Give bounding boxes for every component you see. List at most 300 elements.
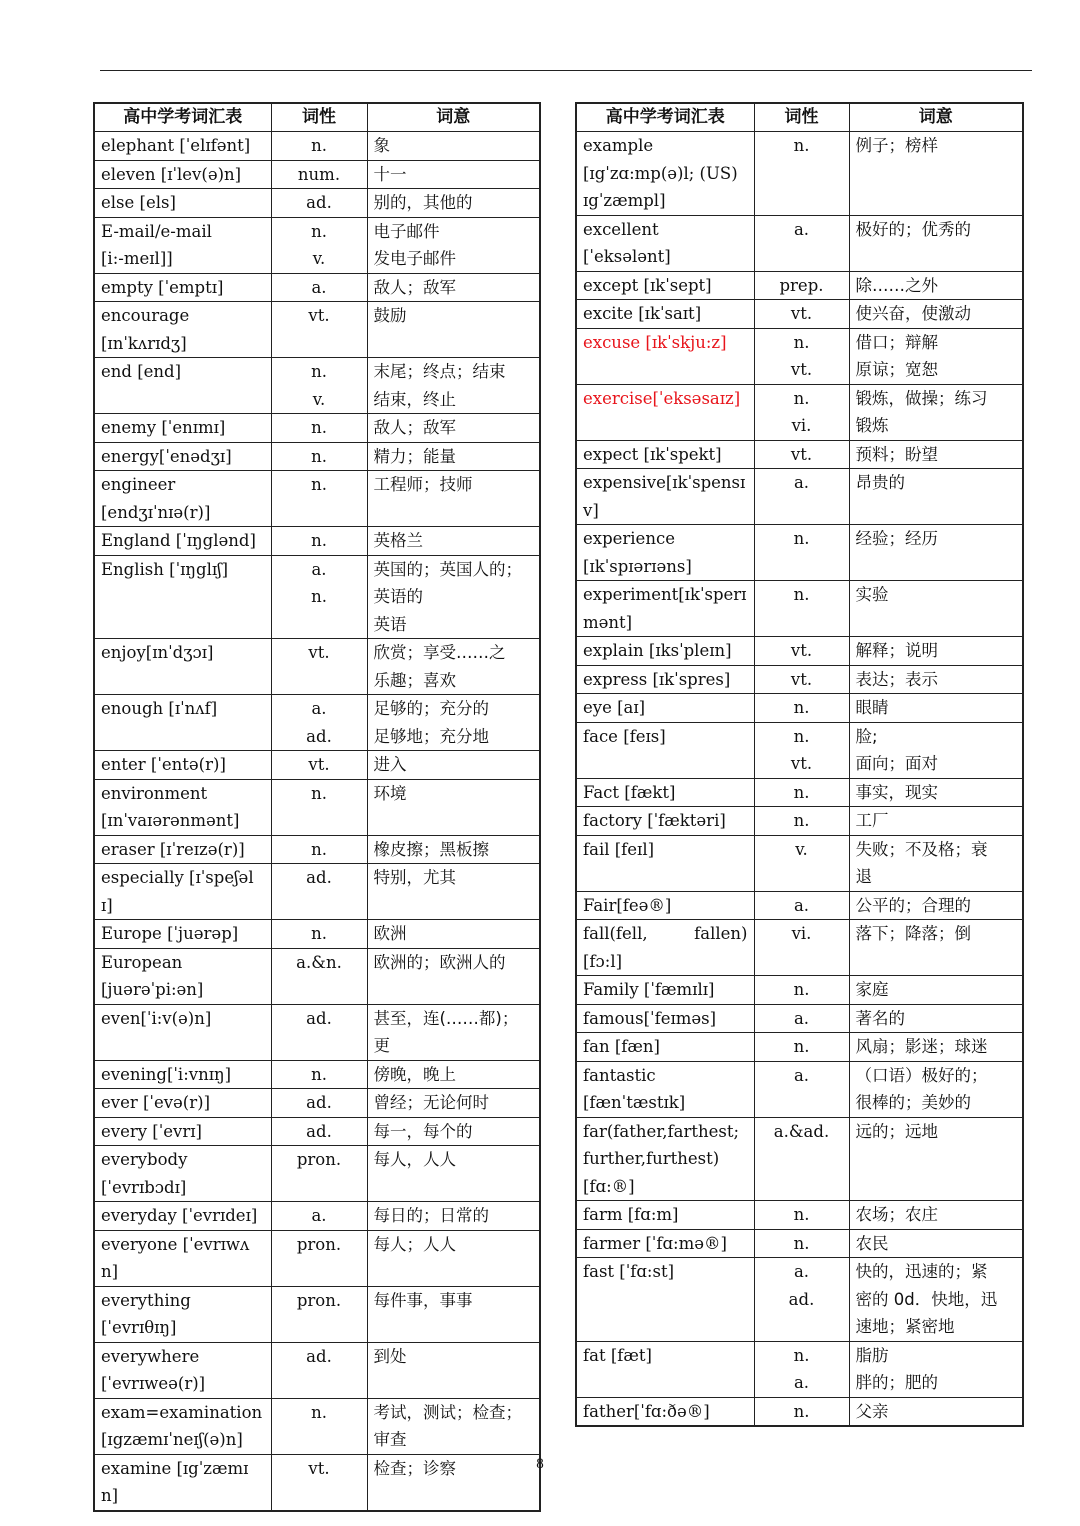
pos-cell xyxy=(271,1230,367,1286)
word-line: Europe [ˈjuərəp] xyxy=(101,924,239,943)
table-row xyxy=(94,864,540,920)
meaning-cell xyxy=(367,695,540,751)
pos-cell xyxy=(754,581,849,637)
word-line: English [ˈɪŋglɪʃ] xyxy=(101,559,229,579)
table-row xyxy=(94,1089,540,1118)
meaning-cell xyxy=(849,384,1023,440)
word-line: even[ˈi:v(ə)n] xyxy=(101,1008,212,1028)
table-row xyxy=(94,358,540,414)
table-row xyxy=(576,1117,1023,1201)
table-row xyxy=(94,273,540,302)
word-cell xyxy=(576,1117,754,1201)
pos-line: n. xyxy=(311,475,327,494)
meaning-line: 傍晚，晚上 xyxy=(373,1064,456,1084)
meaning-line: 快的，迅速的；紧 xyxy=(855,1262,988,1281)
word-cell xyxy=(576,637,754,666)
table-row xyxy=(94,639,540,695)
pos-line: n. xyxy=(311,924,327,943)
meaning-cell xyxy=(367,302,540,358)
word-cell xyxy=(576,1229,754,1258)
table-row xyxy=(576,384,1023,440)
meaning-cell xyxy=(849,920,1023,976)
meaning-cell xyxy=(367,1146,540,1202)
pos-cell xyxy=(754,1229,849,1258)
pos-line: n. xyxy=(311,531,327,550)
pos-line: n. xyxy=(311,587,327,606)
word-line: everything xyxy=(101,1290,191,1310)
meaning-cell xyxy=(367,779,540,835)
table-row xyxy=(94,1060,540,1089)
word-line: farmer [ˈfɑ:mə®] xyxy=(583,1233,727,1253)
word-cell xyxy=(94,132,271,161)
pos-line: n. xyxy=(793,980,810,999)
meaning-line: 精力；能量 xyxy=(373,446,456,466)
table-row xyxy=(94,1117,540,1146)
word-cell xyxy=(576,1397,754,1426)
table-row xyxy=(576,722,1023,778)
column-header-pos: 词性 xyxy=(271,103,367,132)
pos-line: a. xyxy=(793,1065,810,1085)
word-line: exam=examination xyxy=(101,1402,263,1422)
pos-line: n. xyxy=(311,1402,327,1422)
meaning-line: （口语）极好的； xyxy=(855,1065,988,1085)
word-cell xyxy=(576,300,754,329)
table-row xyxy=(94,527,540,556)
word-line: excuse [ɪkˈskju:z] xyxy=(583,332,727,352)
pos-line: ad. xyxy=(306,1346,332,1366)
word-cell xyxy=(94,1286,271,1342)
word-line: enjoy[ɪnˈdʒɔɪ] xyxy=(101,643,214,662)
meaning-cell xyxy=(849,525,1023,581)
pos-line: n. xyxy=(311,446,327,466)
word-cell xyxy=(94,358,271,414)
meaning-cell xyxy=(367,864,540,920)
meaning-cell xyxy=(849,1258,1023,1342)
pos-cell xyxy=(271,442,367,471)
pos-line: vt. xyxy=(308,1458,330,1478)
table-row xyxy=(576,271,1023,300)
meaning-line: 末尾；终点；结束 xyxy=(373,362,506,381)
pos-line: a.&n. xyxy=(296,952,342,972)
meaning-cell xyxy=(367,1060,540,1089)
meaning-cell xyxy=(849,1341,1023,1397)
word-cell xyxy=(576,1033,754,1062)
word-line: [ˈeksələnt] xyxy=(583,247,671,266)
meaning-line: 退 xyxy=(855,867,872,886)
pos-cell xyxy=(754,637,849,666)
word-cell xyxy=(94,1398,271,1454)
word-line: example xyxy=(583,136,654,155)
table-header-row xyxy=(576,103,1023,132)
meaning-line: 极好的；优秀的 xyxy=(855,219,971,239)
pos-line: n. xyxy=(311,1064,327,1084)
pos-cell xyxy=(271,948,367,1004)
word-line: [ˈevrɪbɔdɪ] xyxy=(101,1177,187,1197)
pos-line: a. xyxy=(793,895,810,915)
pos-cell xyxy=(754,384,849,440)
meaning-line: 敌人；敌军 xyxy=(373,277,456,297)
word-cell xyxy=(576,1061,754,1117)
table-row xyxy=(576,1004,1023,1033)
pos-cell xyxy=(754,132,849,216)
vocab-table-left xyxy=(93,102,541,1512)
table-row xyxy=(94,1342,540,1398)
meaning-line: 脸; xyxy=(855,726,878,746)
word-line: except [ɪkˈsept] xyxy=(583,275,712,295)
meaning-line: 远的；远地 xyxy=(855,1121,938,1141)
meaning-cell xyxy=(849,440,1023,469)
pos-cell xyxy=(271,471,367,527)
meaning-cell xyxy=(849,807,1023,836)
meaning-line: 发电子邮件 xyxy=(373,249,456,268)
meaning-cell xyxy=(367,217,540,273)
table-row xyxy=(94,779,540,835)
pos-cell xyxy=(754,1258,849,1342)
meaning-cell xyxy=(849,1229,1023,1258)
word-cell xyxy=(576,778,754,807)
header-rule xyxy=(100,70,1032,71)
table-row xyxy=(94,695,540,751)
table-row xyxy=(576,215,1023,271)
word-line: excellent xyxy=(583,219,659,239)
meaning-cell xyxy=(367,1004,540,1060)
meaning-line: 环境 xyxy=(373,783,407,803)
meaning-line: 密的 0d．快地，迅 xyxy=(855,1289,998,1309)
word-cell xyxy=(94,1004,271,1060)
meaning-cell xyxy=(367,1230,540,1286)
word-line: famous[ˈfeɪməs] xyxy=(583,1008,717,1028)
pos-cell xyxy=(271,1060,367,1089)
word-line: [ɪgˈzɑ:mp(ə)l; (US) xyxy=(583,163,738,183)
meaning-line: 欧洲 xyxy=(373,924,407,943)
word-line: every [ˈevrɪ] xyxy=(101,1121,202,1141)
pos-cell xyxy=(754,525,849,581)
meaning-cell xyxy=(367,1202,540,1231)
word-cell xyxy=(576,271,754,300)
word-line: face [feɪs] xyxy=(583,726,666,746)
pos-line: vt. xyxy=(790,444,813,464)
word-cell xyxy=(94,442,271,471)
table-row xyxy=(576,469,1023,525)
word-line: Family [ˈfæmɪlɪ] xyxy=(583,980,715,999)
pos-line: n. xyxy=(311,783,327,803)
pos-cell xyxy=(271,189,367,218)
word-cell xyxy=(94,835,271,864)
pos-line: ad. xyxy=(306,193,332,212)
meaning-cell xyxy=(849,976,1023,1005)
meaning-line: 鼓励 xyxy=(373,306,407,325)
pos-cell xyxy=(754,271,849,300)
word-line: fail [feɪl] xyxy=(583,839,655,859)
pos-line: n. xyxy=(311,221,327,241)
table-row xyxy=(576,525,1023,581)
word-line: E-mail/e-mail xyxy=(101,221,212,241)
word-line: [fɑ:®] xyxy=(583,1176,635,1196)
word-line: encourage xyxy=(101,306,190,325)
meaning-line: 审查 xyxy=(373,1430,407,1449)
pos-cell xyxy=(271,273,367,302)
word-line: eraser [ɪˈreɪzə(r)] xyxy=(101,839,245,859)
pos-cell xyxy=(271,751,367,780)
meaning-cell xyxy=(367,471,540,527)
word-line: especially [ɪˈspeʃəlɪ] xyxy=(101,868,254,915)
word-line: father[ˈfɑ:ðə®] xyxy=(583,1401,710,1421)
meaning-line: 原谅；宽恕 xyxy=(855,360,938,379)
column-header-pos: 词性 xyxy=(754,103,849,132)
pos-line: n. xyxy=(311,839,327,859)
meaning-line: 英语 xyxy=(373,614,407,634)
meaning-line: 足够的；充分的 xyxy=(373,699,489,718)
pos-line: n. xyxy=(793,529,810,548)
table-row xyxy=(94,920,540,949)
word-cell xyxy=(576,976,754,1005)
column-header-word: 高中学考词汇表 xyxy=(576,103,754,132)
table-row xyxy=(94,1230,540,1286)
table-row xyxy=(94,132,540,161)
pos-cell xyxy=(271,1146,367,1202)
word-cell xyxy=(94,471,271,527)
table-row xyxy=(576,920,1023,976)
meaning-line: 英语的 xyxy=(373,587,423,606)
pos-line: n. xyxy=(311,136,327,155)
meaning-line: 英格兰 xyxy=(373,531,423,550)
word-cell xyxy=(576,807,754,836)
table-row xyxy=(94,189,540,218)
word-cell xyxy=(576,581,754,637)
pos-line: vi. xyxy=(791,924,812,943)
word-cell xyxy=(94,555,271,639)
pos-line: vt. xyxy=(790,641,813,660)
word-cell xyxy=(576,722,754,778)
meaning-cell xyxy=(367,639,540,695)
word-line: everyday [ˈevrɪdeɪ] xyxy=(101,1206,258,1225)
word-cell xyxy=(576,920,754,976)
pos-line: n. xyxy=(793,1345,810,1365)
table-row xyxy=(576,1033,1023,1062)
pos-cell xyxy=(754,722,849,778)
word-line: v] xyxy=(583,500,599,520)
pos-line: n. xyxy=(793,136,810,155)
word-cell xyxy=(576,328,754,384)
pos-cell xyxy=(754,1397,849,1426)
table-row xyxy=(576,1229,1023,1258)
pos-cell xyxy=(754,665,849,694)
word-line: factory [ˈfæktəri] xyxy=(583,811,726,830)
meaning-line: 每人，人人 xyxy=(373,1150,456,1169)
word-line: everywhere xyxy=(101,1346,200,1366)
meaning-line: 曾经；无论何时 xyxy=(373,1093,489,1112)
word-cell xyxy=(94,864,271,920)
meaning-line: 考试，测试；检查； xyxy=(373,1402,522,1422)
pos-line: a. xyxy=(793,473,810,492)
meaning-line: 检查；诊察 xyxy=(373,1458,456,1478)
meaning-cell xyxy=(849,215,1023,271)
table-row xyxy=(94,751,540,780)
word-cell xyxy=(94,948,271,1004)
word-line: [ɪgzæmɪˈneɪʃ(ə)n] xyxy=(101,1430,243,1449)
meaning-line: 英国的；英国人的； xyxy=(373,559,522,579)
word-line: fat [fæt] xyxy=(583,1345,652,1365)
meaning-cell xyxy=(849,722,1023,778)
pos-cell xyxy=(271,358,367,414)
meaning-line: 每日的；日常的 xyxy=(373,1206,489,1225)
word-cell xyxy=(576,891,754,920)
word-line: European xyxy=(101,952,183,972)
table-row xyxy=(576,694,1023,723)
meaning-line: 锻炼 xyxy=(855,416,889,435)
table-row xyxy=(94,217,540,273)
pos-line: v. xyxy=(795,839,808,859)
meaning-line: 每一，每个的 xyxy=(373,1121,473,1141)
pos-line: v. xyxy=(312,249,326,268)
word-line: fall(fell, fallen) xyxy=(583,924,748,943)
word-line: exercise[ˈeksəsaɪz] xyxy=(583,388,741,408)
meaning-line: 借口；辩解 xyxy=(855,332,938,352)
meaning-line: 象 xyxy=(373,136,390,155)
word-line: enemy [ˈenɪmɪ] xyxy=(101,418,226,437)
table-row xyxy=(94,302,540,358)
word-line: [fɔ:l] xyxy=(583,951,623,971)
word-line: fantastic xyxy=(583,1065,656,1085)
word-cell xyxy=(94,1117,271,1146)
pos-line: ad. xyxy=(306,868,332,887)
pos-cell xyxy=(754,1117,849,1201)
meaning-line: 例子；榜样 xyxy=(855,136,938,155)
table-row xyxy=(94,471,540,527)
table-row xyxy=(576,1061,1023,1117)
table-row xyxy=(94,1146,540,1202)
word-cell xyxy=(576,1341,754,1397)
word-cell xyxy=(94,302,271,358)
word-line: enough [ɪˈnʌf] xyxy=(101,699,218,718)
table-row xyxy=(576,1341,1023,1397)
table-row xyxy=(94,1004,540,1060)
meaning-cell xyxy=(367,414,540,443)
word-cell xyxy=(94,414,271,443)
meaning-line: 表达；表示 xyxy=(855,669,938,689)
pos-cell xyxy=(754,1033,849,1062)
pos-cell xyxy=(754,469,849,525)
pos-cell xyxy=(754,1341,849,1397)
meaning-line: 工程师；技师 xyxy=(373,475,473,494)
meaning-cell xyxy=(849,1201,1023,1230)
meaning-line: 使兴奋，使激动 xyxy=(855,304,971,323)
pos-cell xyxy=(271,302,367,358)
meaning-cell xyxy=(367,920,540,949)
meaning-cell xyxy=(849,581,1023,637)
pos-line: a.&ad. xyxy=(773,1121,830,1141)
table-row xyxy=(94,835,540,864)
meaning-line: 甚至，连(……都)； xyxy=(373,1008,519,1028)
meaning-line: 农民 xyxy=(855,1233,889,1253)
word-line: expect [ɪkˈspekt] xyxy=(583,444,722,464)
table-row xyxy=(576,300,1023,329)
meaning-line: 每人；人人 xyxy=(373,1234,456,1254)
meaning-cell xyxy=(367,1286,540,1342)
meaning-line: 解释；说明 xyxy=(855,641,938,660)
word-line: [fænˈtæstɪk] xyxy=(583,1093,686,1112)
meaning-line: 昂贵的 xyxy=(855,473,905,492)
table-row xyxy=(576,440,1023,469)
meaning-line: 到处 xyxy=(373,1346,407,1366)
table-row xyxy=(576,976,1023,1005)
word-cell xyxy=(576,215,754,271)
word-line: expensive[ɪkˈspensɪ xyxy=(583,473,746,492)
table-row xyxy=(576,665,1023,694)
pos-line: n. xyxy=(793,332,810,352)
meaning-line: 结束，终止 xyxy=(373,389,456,409)
pos-cell xyxy=(271,1398,367,1454)
word-cell xyxy=(94,751,271,780)
table-row xyxy=(94,1398,540,1454)
pos-cell xyxy=(754,300,849,329)
word-cell xyxy=(94,639,271,695)
pos-line: vt. xyxy=(308,306,330,325)
table-row xyxy=(576,637,1023,666)
meaning-cell xyxy=(849,271,1023,300)
pos-cell xyxy=(271,217,367,273)
pos-line: vt. xyxy=(308,643,330,662)
word-line: [ˈevrɪθɪŋ] xyxy=(101,1318,177,1337)
word-line: experiment[ɪkˈsperɪ xyxy=(583,585,747,604)
meaning-cell xyxy=(849,1033,1023,1062)
pos-cell xyxy=(754,694,849,723)
pos-cell xyxy=(271,779,367,835)
meaning-line: 更 xyxy=(373,1036,390,1055)
pos-line: vt. xyxy=(790,669,813,689)
word-line: mənt] xyxy=(583,612,633,632)
word-line: [endʒɪˈnɪə(r)] xyxy=(101,502,211,522)
meaning-line: 风扇；影迷；球迷 xyxy=(855,1037,988,1056)
meaning-line: 特别，尤其 xyxy=(373,868,456,887)
meaning-cell xyxy=(367,751,540,780)
word-cell xyxy=(94,1342,271,1398)
table-row xyxy=(576,835,1023,891)
word-line: explain [ɪksˈpleɪn] xyxy=(583,641,732,660)
word-line: examine [ɪgˈzæmɪn] xyxy=(101,1458,249,1505)
word-line: England [ˈɪŋglənd] xyxy=(101,531,256,550)
pos-line: a. xyxy=(793,1373,810,1392)
meaning-line: 欣赏；享受……之 xyxy=(373,643,506,662)
meaning-line: 每件事，事事 xyxy=(373,1290,473,1310)
pos-cell xyxy=(754,891,849,920)
pos-line: vt. xyxy=(790,754,813,773)
table-row xyxy=(576,581,1023,637)
pos-line: vt. xyxy=(308,755,330,774)
table-row xyxy=(94,1202,540,1231)
meaning-cell xyxy=(367,1398,540,1454)
meaning-cell xyxy=(367,527,540,556)
meaning-cell xyxy=(367,442,540,471)
word-cell xyxy=(94,273,271,302)
word-line: farm [fɑ:m] xyxy=(583,1205,679,1224)
pos-line: vi. xyxy=(791,416,812,435)
pos-line: a. xyxy=(793,1262,810,1281)
word-cell xyxy=(94,189,271,218)
word-cell xyxy=(94,1146,271,1202)
pos-cell xyxy=(271,1202,367,1231)
word-line: experience xyxy=(583,529,675,548)
pos-cell xyxy=(754,920,849,976)
meaning-cell xyxy=(367,189,540,218)
word-cell xyxy=(576,1201,754,1230)
meaning-cell xyxy=(367,835,540,864)
meaning-cell xyxy=(849,778,1023,807)
meaning-line: 别的，其他的 xyxy=(373,193,473,212)
word-cell xyxy=(576,440,754,469)
word-cell xyxy=(94,1230,271,1286)
meaning-line: 眼睛 xyxy=(855,698,889,717)
